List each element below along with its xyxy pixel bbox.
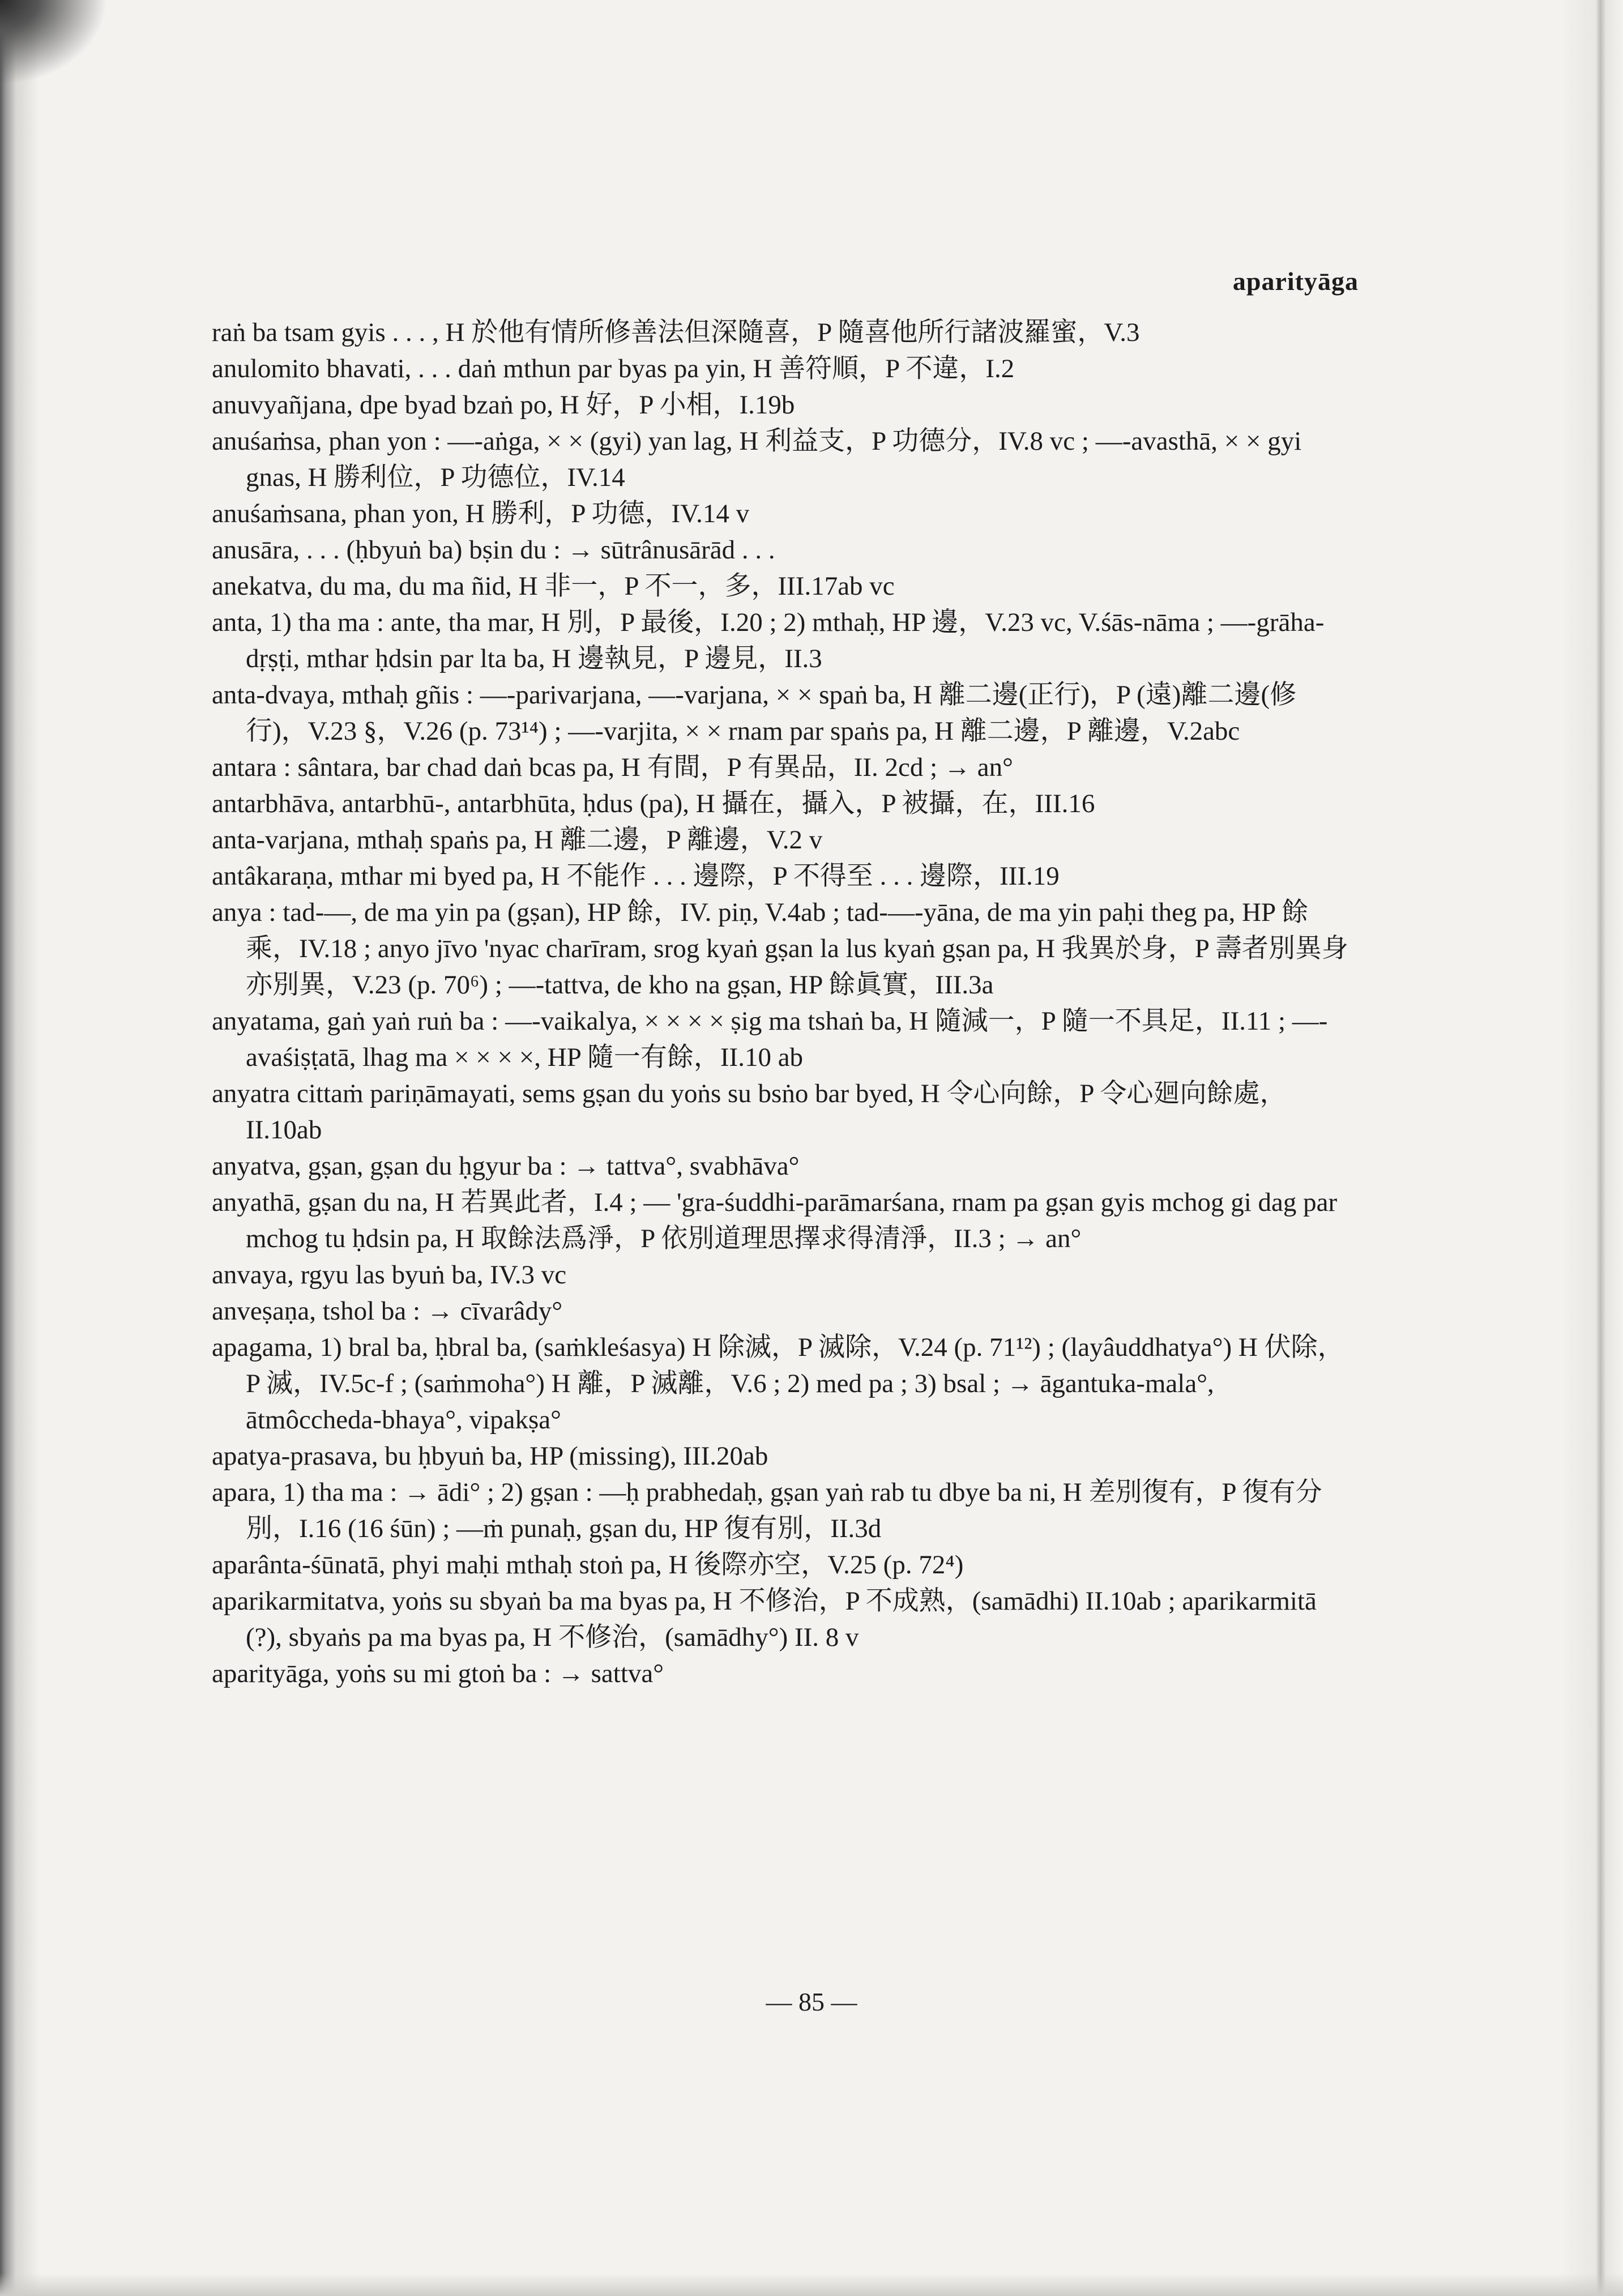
entry: anyatama, gaṅ yaṅ ruṅ ba : —-vaikalya, × × × × ṣig ma tshaṅ ba, H 隨減一，P 隨一不具足，II.11 ; —-avaśiṣṭatā, lhag ma × × × ×, HP 隨一有餘，II.10 ab — [212, 1006, 1328, 1072]
entry: anvaya, rgyu las byuṅ ba, IV.3 vc — [212, 1260, 567, 1290]
entry: aparikarmitatva, yoṅs su sbyaṅ ba ma byas pa, H 不修治，P 不成熟，(samādhi) II.10ab ; aparikarmitā (?), sbyaṅs pa ma byas pa, H 不修治，(samādhy°) II. 8 v — [212, 1586, 1317, 1652]
entry: apagama, 1) bral ba, ḥbral ba, (saṁkleśasya) H 除滅，P 滅除，V.24 (p. 71¹²) ; (layâuddhatya°) H 伏除，P 滅，IV.5c-f ; (saṁmoha°) H 離，P 滅離，V.6 ; 2) med pa ; 3) bsal ; → āgantuka-mala°, ātmôccheda-bhaya°, vipakṣa° — [212, 1333, 1344, 1435]
entry: anuvyañjana, dpe byad bzaṅ po, H 好，P 小相，I.19b — [212, 390, 795, 420]
scan-shadow-bottom — [0, 2273, 1623, 2296]
entry: antâkaraṇa, mthar mi byed pa, H 不能作 . . . 邊際，P 不得至 . . . 邊際，III.19 — [212, 861, 1060, 891]
page-number: — 85 — — [766, 1987, 857, 2016]
entry: aparityāga, yoṅs su mi gtoṅ ba : → sattva° — [212, 1659, 664, 1688]
dictionary-entries — [212, 314, 1350, 1692]
scan-shadow-left — [0, 0, 40, 2296]
entry: anyatva, gṣan, gṣan du ḥgyur ba : → tattva°, svabhāva° — [212, 1151, 800, 1181]
entry: anveṣaṇa, tshol ba : → cīvarâdy° — [212, 1296, 563, 1326]
entry: anyatra cittaṁ pariṇāmayati, sems gṣan du yoṅs su bsṅo bar byed, H 令心向餘，P 令心廻向餘處，II.10ab — [212, 1079, 1287, 1145]
entry: antarbhāva, antarbhū-, antarbhūta, ḥdus (pa), H 攝在，攝入，P 被攝，在，III.16 — [212, 789, 1095, 818]
entry: anta-varjana, mthaḥ spaṅs pa, H 離二邊，P 離邊，V.2 v — [212, 825, 823, 855]
entry: apatya-prasava, bu ḥbyuṅ ba, HP (missing), III.20ab — [212, 1441, 768, 1471]
entry: antara : sântara, bar chad daṅ bcas pa, H 有間，P 有異品，II. 2cd ; → an° — [212, 753, 1013, 782]
entry: anta, 1) tha ma : ante, tha mar, H 別，P 最後，I.20 ; 2) mthaḥ, HP 邊，V.23 vc, V.śās-nāma ; —-grāha-dṛṣṭi, mthar ḥdsin par lta ba, H 邊執見，P 邊見，II.3 — [212, 608, 1325, 673]
entry: anta-dvaya, mthaḥ gñis : —-parivarjana, —-varjana, × × spaṅ ba, H 離二邊(正行)，P (遠)離二邊(修行)，V.23 §，V.26 (p. 73¹⁴) ; —-varjita, × × rnam par spaṅs pa, H 離二邊，P 離邊，V.2abc — [212, 680, 1297, 746]
running-head: aparityāga — [1232, 267, 1359, 296]
entry: apara, 1) tha ma : → ādi° ; 2) gṣan : —ḥ prabhedaḥ, gṣan yaṅ rab tu dbye ba ni, H 差別復有，P 復有分別，I.16 (16 śūn) ; —ṁ punaḥ, gṣan du, HP 復有別，II.3d — [212, 1478, 1322, 1543]
entry: anya : tad-—, de ma yin pa (gṣan), HP 餘，IV. piṇ, V.4ab ; tad-—-yāna, de ma yin paḥi theg pa, HP 餘乘，IV.18 ; anyo jīvo 'nyac charīram, srog kyaṅ gṣan la lus kyaṅ gṣan pa, H 我異於身，P 壽者別異身亦別異，V.23 (p. 70⁶) ; —-tattva, de kho na gṣan, HP 餘眞實，III.3a — [212, 898, 1348, 1000]
entry: anuśaṁsa, phan yon : —-aṅga, × × (gyi) yan lag, H 利益支，P 功德分，IV.8 vc ; —-avasthā, × × gyi gnas, H 勝利位，P 功德位，IV.14 — [212, 426, 1302, 492]
entry: raṅ ba tsam gyis . . . , H 於他有情所修善法但深隨喜，P 隨喜他所行諸波羅蜜，V.3 — [212, 318, 1140, 347]
entry: anusāra, . . . (ḥbyuṅ ba) bṣin du : → sūtrânusārād . . . — [212, 535, 775, 565]
scan-shadow-right — [1561, 0, 1623, 2296]
entry: anulomito bhavati, . . . daṅ mthun par byas pa yin, H 善符順，P 不違，I.2 — [212, 354, 1015, 383]
entry: anuśaṁsana, phan yon, H 勝利，P 功德，IV.14 v — [212, 499, 750, 528]
entry: anekatva, du ma, du ma ñid, H 非一，P 不一，多，III.17ab vc — [212, 571, 895, 601]
scan-shadow-corner — [0, 0, 108, 85]
entry: anyathā, gṣan du na, H 若異此者，I.4 ; — 'gra-śuddhi-parāmarśana, rnam pa gṣan gyis mchog gi dag par mchog tu ḥdsin pa, H 取餘法爲淨，P 依別道理思擇求得清淨，II.3 ; → an° — [212, 1188, 1338, 1253]
entry: aparânta-śūnatā, phyi maḥi mthaḥ stoṅ pa, H 後際亦空，V.25 (p. 72⁴) — [212, 1550, 964, 1580]
